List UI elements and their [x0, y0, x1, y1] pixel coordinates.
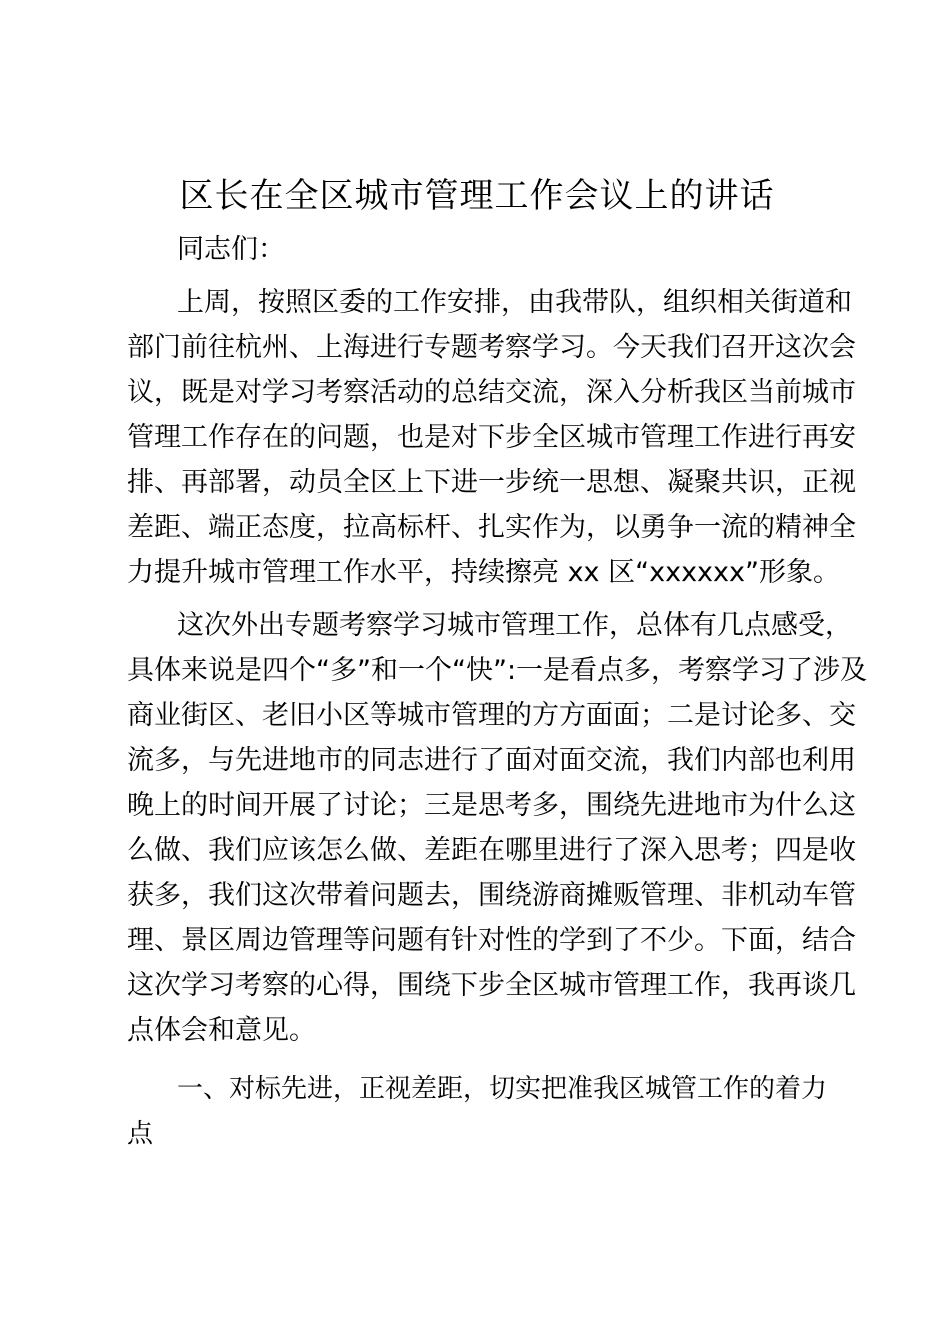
- heading-line: 一、对标先进，正视差距，切实把准我区城管工作的着力: [177, 1074, 828, 1104]
- paragraph-line: 么做、我们应该怎么做、差距在哪里进行了深入思考；四是收: [127, 835, 856, 866]
- paragraph-2: [127, 603, 868, 1053]
- paragraph-line: 商业街区、老旧小区等城市管理的方方面面；二是讨论多、交: [127, 700, 856, 731]
- paragraph-line: 这次学习考察的心得，围绕下步全区城市管理工作，我再谈几: [127, 970, 856, 1001]
- document-page: [127, 172, 868, 1157]
- document-title: 区长在全区城市管理工作会议上的讲话: [179, 176, 775, 216]
- paragraph-line: 这次外出专题考察学习城市管理工作，总体有几点感受，: [177, 610, 852, 641]
- paragraph-line: 排、再部署，动员全区上下进一步统一思想、凝聚共识，正视: [127, 467, 856, 498]
- paragraph-line: 差距、端正态度，拉高标杆、扎实作为，以勇争一流的精神全: [127, 512, 856, 543]
- paragraph-line: 获多，我们这次带着问题去，围绕游商摊贩管理、非机动车管: [127, 880, 856, 911]
- paragraph-line: 力提升城市管理工作水平，持续擦亮 xx 区“xxxxxx”形象。: [127, 557, 840, 588]
- paragraph-line: 流多，与先进地市的同志进行了面对面交流，我们内部也利用: [127, 745, 856, 776]
- paragraph-line: 议，既是对学习考察活动的总结交流，深入分析我区当前城市: [127, 377, 856, 408]
- paragraph-line: 上周，按照区委的工作安排，由我带队，组织相关街道和: [177, 287, 852, 318]
- paragraph-line: 晚上的时间开展了讨论；三是思考多，围绕先进地市为什么这: [127, 790, 856, 821]
- salutation: 同志们：: [177, 234, 285, 265]
- section-heading: [127, 1067, 827, 1157]
- paragraph-line: 理、景区周边管理等问题有针对性的学到了不少。下面，结合: [127, 925, 856, 956]
- paragraph-line: 部门前往杭州、上海进行专题考察学习。今天我们召开这次会: [127, 332, 856, 363]
- paragraph-line: 管理工作存在的问题，也是对下步全区城市管理工作进行再安: [127, 422, 856, 453]
- heading-line: 点: [127, 1119, 154, 1149]
- paragraph-line: 具体来说是四个“多”和一个“快”:一是看点多，考察学习了涉及: [127, 655, 868, 686]
- paragraph-1: [127, 280, 856, 595]
- paragraph-line: 点体会和意见。: [127, 1015, 316, 1046]
